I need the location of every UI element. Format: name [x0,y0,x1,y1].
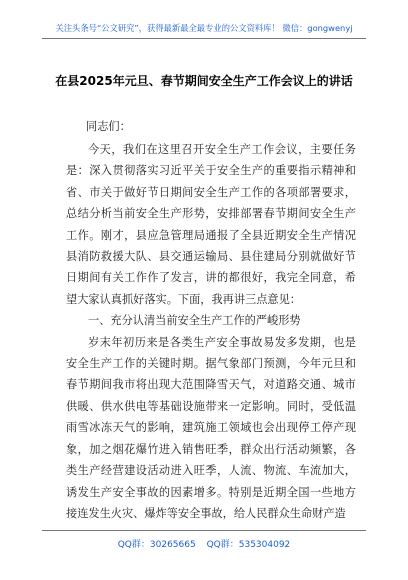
footer-divider [42,530,366,531]
document-body [66,139,356,524]
intro-paragraph: 今天，我们在这里召开安全生产工作会议，主要任务是：深入贯彻落实习近平关于安全生产的重要指示精神和省、市关于做好节日期间安全生产工作的各项部署要求，总结分析当前安全生产形势，安排部署春节期间安全生产工作。刚才，县应急管理局通报了全县近期安全生产情况县消防救援大队、县交通运输局、县住建局分别就做好节日期间有关工作作了发言，讲的都很好，我完全同意，希望大家认真抓好落实。下面，我再讲三点意见： [66,143,356,306]
header-divider [42,38,366,39]
footer-qq-group-2: QQ群：535304092 [206,540,291,550]
footer-qq-group-1: QQ群：30265665 [117,540,196,550]
document-title: 在县2025年元旦、春节期间安全生产工作会议上的讲话 [55,74,353,88]
section-paragraph: 岁末年初历来是各类生产安全事故易发多发期，也是安全生产工作的关键时期。据气象部门预测，今年元旦和春节期间我市将出现大范围降雪天气，对道路交通、城市供暖、供水供电等基础设施带来一定影响。同时，受低温雨雪冰冻天气的影响，建筑施工领域也会出现停工停产现象，加之烟花爆竹进入销售旺季，群众出行活动频繁，各类生产经营建设活动进入旺季，人流、物流、车流加大，诱发生产安全事故的因素增多。特别是近期全国一些地方接连发生火灾、爆炸等安全事故，给人民群众生命财产造 [66,335,356,520]
header-banner: 关注头条号“公文研究”，获得最新最全最专业的公文资料库！ 微信：gongwenyj [55,23,353,33]
section-heading: 一、充分认清当前安全生产工作的严峻形势 [88,314,301,328]
salutation: 同志们： [86,120,131,133]
footer [0,537,408,550]
